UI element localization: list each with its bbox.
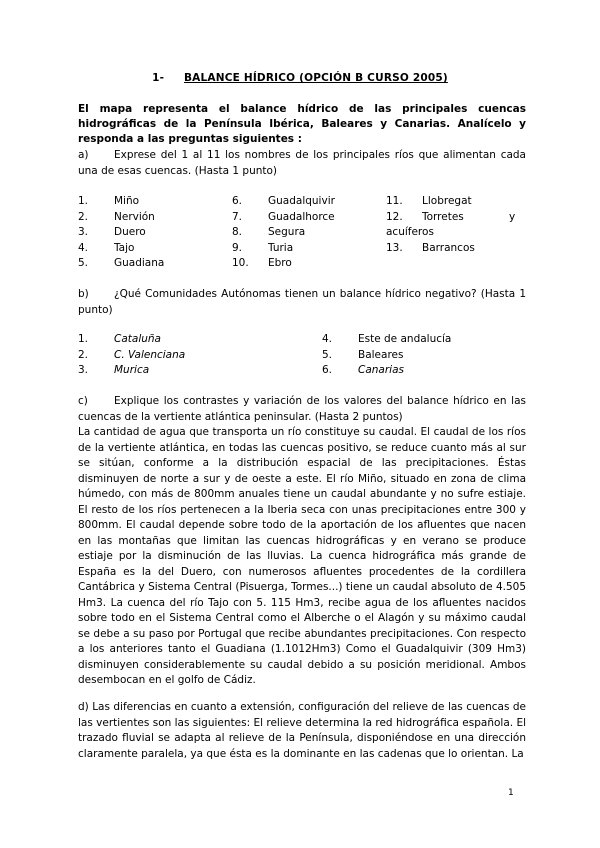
list-item: 5. Guadiana <box>78 257 165 269</box>
question-c <box>78 394 526 425</box>
list-item: 2. Nervión <box>78 210 155 223</box>
list-item: 6. Canarias <box>322 364 404 376</box>
list-item: 9. Turia <box>232 241 294 254</box>
list-item: 4. Tajo <box>78 241 135 254</box>
question-c-label: c) <box>78 395 88 407</box>
list-item: 8. Segura <box>232 226 306 238</box>
list-item: 1. Miño <box>78 195 140 207</box>
question-c-text: Explique los contrastes y variación de los valores del balance hídrico en las cuencas de la vertiente atlántica peninsular. (Hasta 2 puntos) <box>78 395 526 423</box>
list-item: 11. Llobregat <box>386 195 472 207</box>
list-item: 3. Duero <box>78 226 146 238</box>
document-title <box>0 72 600 84</box>
question-b-text: ¿Qué Comunidades Autónomas tienen un balance hídrico negativo? (Hasta 1 punto) <box>78 288 526 316</box>
question-a-text: Exprese del 1 al 11 los nombres de los principales ríos que alimentan cada una de esas cuencas. (Hasta 1 punto) <box>78 149 526 177</box>
rivers-list <box>78 195 528 275</box>
title-text: BALANCE HÍDRICO (OPCIÓN B CURSO 2005) <box>183 72 448 84</box>
list-item: acuíferos <box>386 226 434 238</box>
intro-statement: El mapa representa el balance hídrico de las principales cuencas hidrográficas de la Península Ibérica, Baleares y Canarias. Analícelo y responda a las preguntas siguientes : <box>78 103 526 145</box>
question-b <box>78 287 526 318</box>
communities-list <box>78 333 528 383</box>
list-item: 4. Este de andalucía <box>322 333 452 345</box>
question-a-label: a) <box>78 149 89 161</box>
list-item: 1. Cataluña <box>78 333 161 345</box>
list-item: 3. Murica <box>78 364 150 376</box>
list-item: 10. Ebro <box>232 257 292 269</box>
list-item: 7. Guadalhorce <box>232 210 335 223</box>
list-item: 5. Baleares <box>322 348 404 361</box>
list-item: 2. C. Valenciana <box>78 348 186 361</box>
answer-c: La cantidad de agua que transporta un río constituye su caudal. El caudal de los ríos de la vertiente atlántica, en todas las cuencas positivo, se reduce cuanto más al sur se sitúan, conforme a la distribución espacial de las precipitaciones. Éstas disminuyen de norte a sur y de oeste a este. El río Miño, situado en zona de clima húmedo, con más de 800mm anuales tiene un caudal abundante y no sufre estiaje. El resto de los ríos pertenecen a la Iberia seca con unas precipitaciones entre 300 y 800mm. El caudal depende sobre todo de la aportación de los afluentes que nacen en las montañas que limitan las cuencas hidrográficas y en verano se produce estiaje por la disminución de las lluvias. La cuenca hidrográfica más grande de España es la del Duero, con numerosos afluentes procedentes de la cordillera Cantábrica y Sistema Central (Pisuerga, Tormes...) tiene un caudal absoluto de 4.505 Hm3. La cuenca del río Tajo con 5. 115 Hm3, recibe agua de los afluentes nacidos sobre todo en el Sistema Central como el Alberche o el Alagón y su máximo caudal se debe a su paso por Portugal que recibe abundantes precipitaciones. Con respecto a los anteriores tanto el Guadiana (1.1012Hm3) Como el Guadalquivir (309 Hm3) disminuyen considerablemente su caudal debido a su posición meridional. Ambos desembocan en el golfo de Cádiz. <box>78 426 526 686</box>
list-item: 6. Guadalquivir <box>232 195 335 207</box>
answer-d: d) Las diferencias en cuanto a extensión, configuración del relieve de las cuencas de las vertientes son las siguientes: El relieve determina la red hidrográfica española. El trazado fluvial se adapta al relieve de la Península, disponiéndose en una dirección claramente paralela, ya que ésta es la dominante en las cadenas que lo orientan. La <box>78 701 526 760</box>
list-item-trailing: y <box>509 210 516 223</box>
question-b-label: b) <box>78 288 89 300</box>
page-number: 1 <box>508 788 514 798</box>
question-a <box>78 148 526 179</box>
list-item: 13. Barrancos <box>386 241 475 254</box>
list-item: 12. Torretes <box>386 210 464 223</box>
title-number: 1- <box>152 72 165 84</box>
